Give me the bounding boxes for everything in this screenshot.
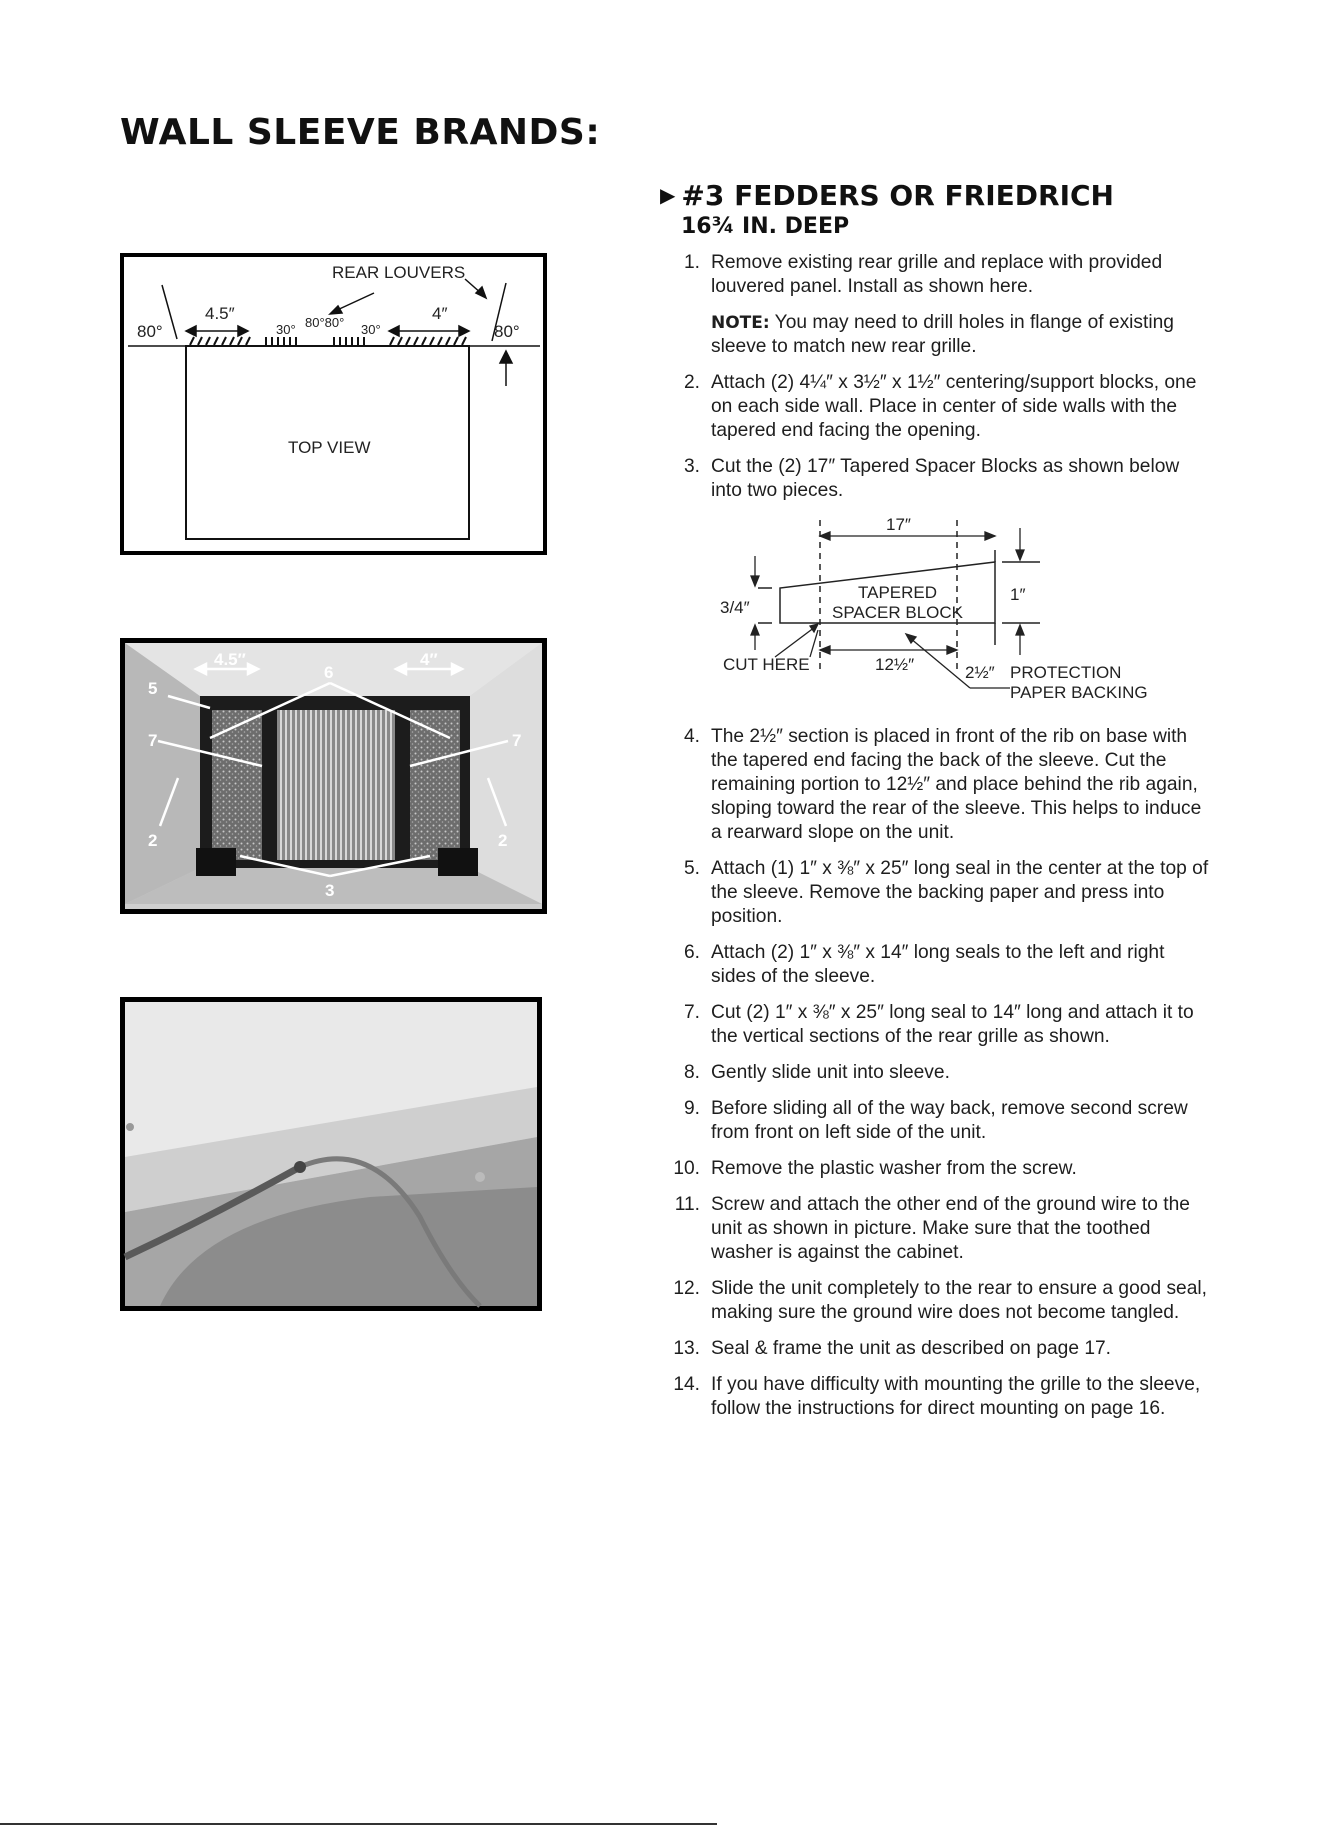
- section-title-text: #3 FEDDERS OR FRIEDRICH: [681, 179, 1114, 212]
- step-note: [711, 311, 1210, 359]
- dim-right-label: 4″: [432, 304, 448, 323]
- angle-outer-left: 80°: [137, 322, 163, 341]
- callout-2-left: 2: [148, 831, 158, 850]
- dim-left-label: 4.5″: [205, 304, 235, 323]
- step-number: 9.: [683, 1098, 700, 1119]
- step-text: Seal & frame the unit as described on page 17.: [711, 1338, 1111, 1359]
- spacer-length-label: 17″: [886, 515, 911, 534]
- section-subtitle: 16¾ IN. DEEP: [681, 214, 850, 239]
- step-text: Slide the unit completely to the rear to ensure a good seal, making sure the ground wire does not become tangled.: [711, 1278, 1207, 1323]
- step-number: 5.: [683, 858, 700, 879]
- note-label: NOTE:: [711, 313, 770, 333]
- spacer-block-line2: SPACER BLOCK: [832, 603, 964, 622]
- list-item: [660, 857, 1210, 929]
- list-item: [660, 725, 1210, 845]
- step-text: If you have difficulty with mounting the grille to the sleeve, follow the instructions for direct mounting on page 16.: [711, 1374, 1201, 1419]
- step-number: 2.: [683, 372, 700, 393]
- step-number: 3.: [683, 456, 700, 477]
- step-text: The 2½″ section is placed in front of the rib on base with the tapered end facing the back of the sleeve. Cut the remaining portion to 12½″ and place behind the rib again, sloping toward the rear of the sleeve. This helps to induce a rearward slope on the unit.: [711, 726, 1202, 843]
- callout-5: 5: [148, 679, 158, 698]
- list-item: [660, 1277, 1210, 1325]
- steps-list-part-2: [660, 725, 1210, 1433]
- backing-line1: PROTECTION: [1010, 663, 1122, 682]
- step-number: 10.: [673, 1158, 700, 1179]
- step-text: Remove the plastic washer from the screw.: [711, 1158, 1077, 1179]
- step-number: 11.: [674, 1194, 700, 1215]
- callout-3: 3: [325, 881, 335, 900]
- photo-dim-left: 4.5″: [214, 650, 246, 669]
- step-text: Attach (2) 4¼″ x 3½″ x 1½″ centering/support blocks, one on each side wall. Place in center of side walls with the tapered end facing the opening.: [711, 372, 1197, 441]
- triangle-marker-icon: ▶: [660, 183, 676, 207]
- angle-30-left: 30°: [276, 322, 296, 337]
- sleeve-interior-photo: [120, 638, 547, 914]
- step-text: Before sliding all of the way back, remove second screw from front on left side of the unit.: [711, 1098, 1188, 1143]
- list-item: [660, 1373, 1210, 1421]
- footer-rule: [0, 1823, 717, 1825]
- angle-80-center: 80°80°: [305, 315, 345, 330]
- list-item: [660, 371, 1210, 443]
- step-number: 14.: [673, 1374, 700, 1395]
- top-view-diagram: [120, 253, 547, 555]
- section-header: [660, 178, 1114, 241]
- callout-7-right: 7: [512, 731, 522, 750]
- list-item: [660, 1157, 1210, 1181]
- list-item: [660, 455, 1210, 503]
- step-text: Screw and attach the other end of the ground wire to the unit as shown in picture. Make sure that the toothed washer is against the cabinet.: [711, 1194, 1190, 1263]
- section-title: [660, 178, 1114, 213]
- step-text: Attach (2) 1″ x ⅜″ x 14″ long seals to the left and right sides of the sleeve.: [711, 942, 1165, 987]
- top-view-label: TOP VIEW: [288, 438, 371, 457]
- list-item: [660, 1097, 1210, 1145]
- step-text: Cut the (2) 17″ Tapered Spacer Blocks as shown below into two pieces.: [711, 456, 1180, 501]
- front-length-label: 2½″: [965, 663, 995, 682]
- callout-2-right: 2: [498, 831, 508, 850]
- spacer-height-left-label: 3/4″: [720, 598, 750, 617]
- step-number: 6.: [683, 942, 700, 963]
- step-text: Cut (2) 1″ x ⅜″ x 25″ long seal to 14″ long and attach it to the vertical sections of the rear grille as shown.: [711, 1002, 1194, 1047]
- angle-30-right: 30°: [361, 322, 381, 337]
- step-number: 1.: [683, 252, 700, 273]
- ground-wire-photo: [120, 997, 542, 1311]
- steps-list-part-1: [660, 251, 1210, 515]
- page-title: WALL SLEEVE BRANDS:: [120, 112, 601, 153]
- spacer-height-right-label: 1″: [1010, 585, 1026, 604]
- list-item: [660, 941, 1210, 989]
- spacer-block-line1: TAPERED: [858, 583, 938, 602]
- step-text: Gently slide unit into sleeve.: [711, 1062, 950, 1083]
- callout-6: 6: [324, 663, 334, 682]
- step-number: 7.: [683, 1002, 700, 1023]
- step-text: Remove existing rear grille and replace with provided louvered panel. Install as shown here.: [711, 252, 1163, 297]
- rear-louvers-label: REAR LOUVERS: [332, 263, 466, 282]
- cut-here-label: CUT HERE: [723, 655, 810, 674]
- backing-line2: PAPER BACKING: [1010, 683, 1148, 702]
- step-number: 4.: [683, 726, 700, 747]
- list-item: [660, 251, 1210, 359]
- list-item: [660, 1193, 1210, 1265]
- list-item: [660, 1337, 1210, 1361]
- rear-length-label: 12½″: [875, 655, 915, 674]
- list-item: [660, 1061, 1210, 1085]
- list-item: [660, 1001, 1210, 1049]
- step-number: 13.: [673, 1338, 700, 1359]
- note-text: You may need to drill holes in flange of existing sleeve to match new rear grille.: [711, 312, 1174, 357]
- step-number: 12.: [673, 1278, 700, 1299]
- step-text: Attach (1) 1″ x ⅜″ x 25″ long seal in the center at the top of the sleeve. Remove the backing paper and press into position.: [711, 858, 1209, 927]
- step-number: 8.: [683, 1062, 700, 1083]
- callout-7-left: 7: [148, 731, 158, 750]
- tapered-spacer-diagram: [720, 510, 1190, 710]
- angle-outer-right: 80°: [494, 322, 520, 341]
- photo-dim-right: 4″: [420, 650, 438, 669]
